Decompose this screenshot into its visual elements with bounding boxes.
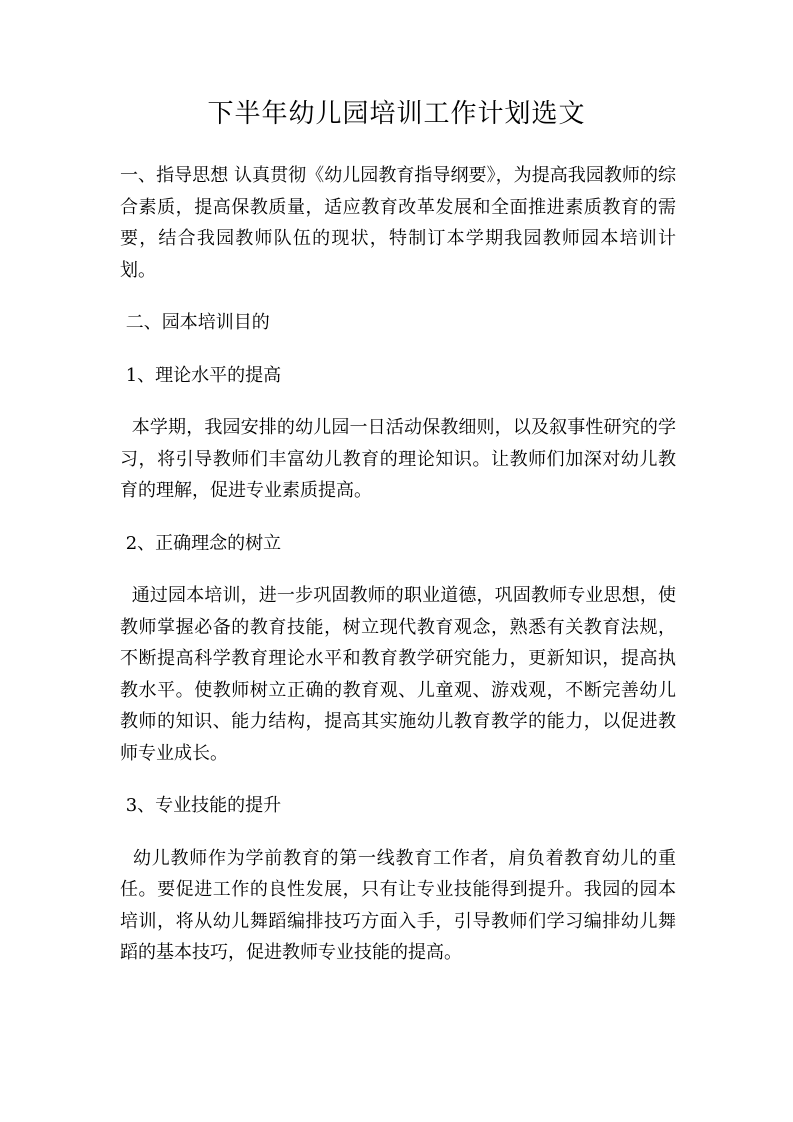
paragraph-professional-skills: 幼儿教师作为学前教育的第一线教育工作者，肩负着教育幼儿的重任。要促进工作的良性发展，只有让专业技能得到提升。我园的园本培训，将从幼儿舞蹈编排技巧方面入手，引导教师们学习编排幼儿舞蹈的基本技巧，促进教师专业技能的提高。: [120, 847, 676, 963]
paragraph-guiding-ideology: 一、指导思想 认真贯彻《幼儿园教育指导纲要》，为提高我园教师的综合素质，提高保教质量，适应教育改革发展和全面推进素质教育的需要，结合我园教师队伍的现状，特制订本学期我园教师园本培训计划。: [120, 165, 676, 281]
heading-correct-concepts: 2、正确理念的树立: [120, 532, 282, 554]
heading-theory-level: 1、理论水平的提高: [120, 364, 282, 386]
document-body: [120, 160, 676, 990]
paragraph-correct-concepts: 通过园本培训，进一步巩固教师的职业道德，巩固教师专业思想，使教师掌握必备的教育技能，树立现代教育观念，熟悉有关教育法规，不断提高科学教育理论水平和教育教学研究能力，更新知识，提高执教水平。使教师树立正确的教育观、儿童观、游戏观，不断完善幼儿教师的知识、能力结构，提高其实施幼儿教育教学的能力，以促进教师专业成长。: [120, 585, 677, 764]
paragraph-theory-level: 本学期，我园安排的幼儿园一日活动保教细则，以及叙事性研究的学习，将引导教师们丰富幼儿教育的理论知识。让教师们加深对幼儿教育的理解，促进专业素质提高。: [120, 417, 677, 501]
page-title: 下半年幼儿园培训工作计划选文: [207, 99, 586, 129]
heading-professional-skills: 3、专业技能的提升: [120, 795, 282, 816]
heading-training-goals: 二、园本培训目的: [120, 312, 270, 333]
